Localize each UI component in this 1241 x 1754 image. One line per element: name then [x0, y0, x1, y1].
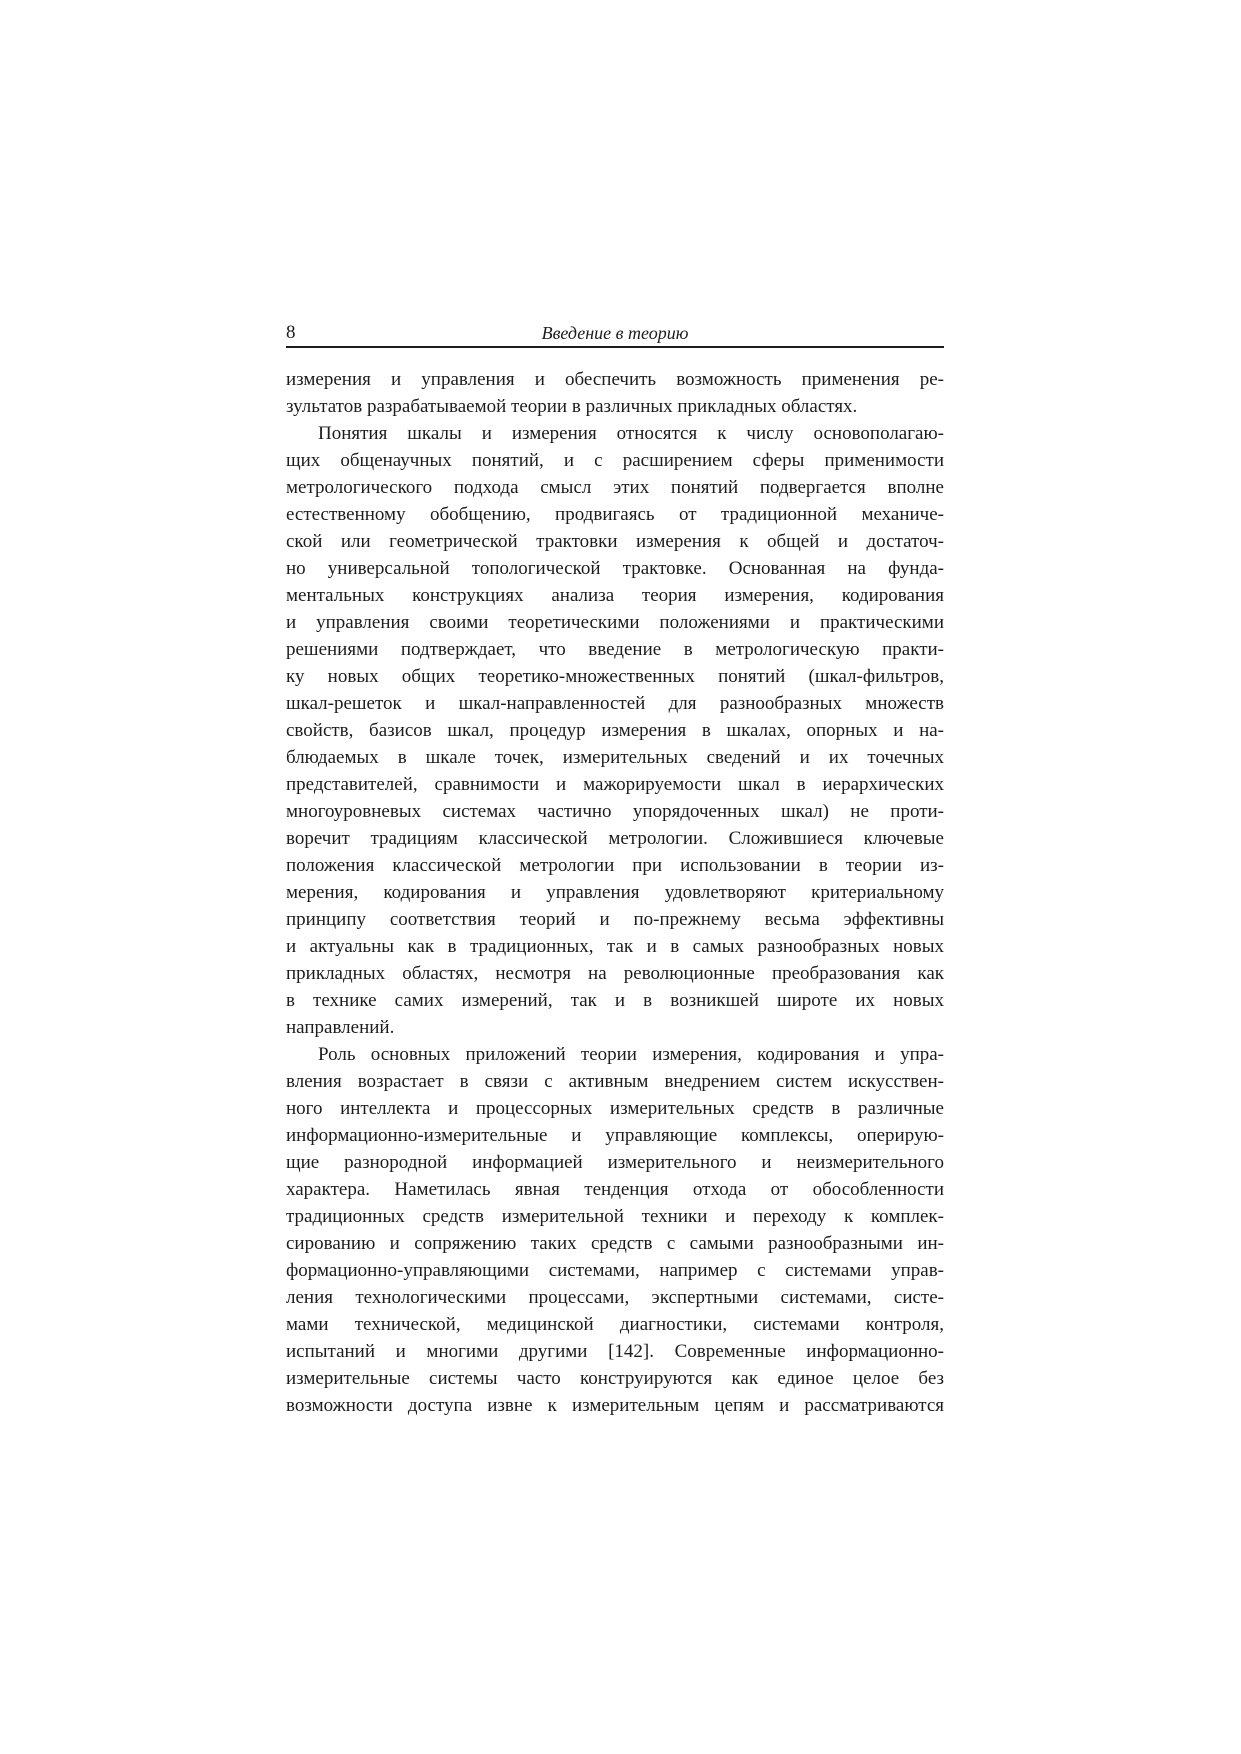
text-line: щие разнородной информацией измерительного и неизмерительного — [286, 1152, 944, 1173]
text-line: мерения, кодирования и управления удовлетворяют критериальному — [286, 882, 944, 903]
text-line: ления технологическими процессами, экспертными системами, систе- — [286, 1287, 944, 1308]
text-line: измерения и управления и обеспечить возможность применения ре- — [286, 369, 944, 390]
page-header — [286, 320, 944, 348]
text-line: и актуальны как в традиционных, так и в самых разнообразных новых — [286, 936, 944, 957]
text-line: характера. Наметилась явная тенденция отхода от обособленности — [286, 1179, 944, 1200]
text-line: представителей, сравнимости и мажорируемости шкал в иерархических — [286, 774, 944, 795]
text-line: возможности доступа извне к измерительным цепям и рассматриваются — [286, 1395, 944, 1416]
text-line: вления возрастает в связи с активным внедрением систем искусствен- — [286, 1071, 944, 1092]
text-line: Понятия шкалы и измерения относятся к числу основополагаю- — [318, 423, 944, 444]
paragraph-2 — [286, 420, 944, 1041]
text-line: но универсальной топологической трактовке. Основанная на фунда- — [286, 558, 944, 579]
text-line: ку новых общих теоретико-множественных понятий (шкал-фильтров, — [286, 666, 944, 687]
text-line: блюдаемых в шкале точек, измерительных сведений и их точечных — [286, 747, 944, 768]
text-line: прикладных областях, несмотря на революционные преобразования как — [286, 963, 944, 984]
page-number: 8 — [286, 322, 296, 343]
text-line: сированию и сопряжению таких средств с самыми разнообразными ин- — [286, 1233, 944, 1254]
text-line: информационно-измерительные и управляющие комплексы, оперирую- — [286, 1125, 944, 1146]
text-line: принципу соответствия теорий и по-прежнему весьма эффективны — [286, 909, 944, 930]
text-line: положения классической метрологии при использовании в теории из- — [286, 855, 944, 876]
text-line: традиционных средств измерительной техники и переходу к комплек- — [286, 1206, 944, 1227]
text-line: формационно-управляющими системами, например с системами управ- — [286, 1260, 944, 1281]
text-line: щих общенаучных понятий, и с расширением сферы применимости — [286, 450, 944, 471]
text-line: воречит традициям классической метрологии. Сложившиеся ключевые — [286, 828, 944, 849]
text-line: в технике самих измерений, так и в возникшей широте их новых — [286, 990, 944, 1011]
paragraph-1 — [286, 366, 944, 420]
text-line: многоуровневых системах частично упорядоченных шкал) не проти- — [286, 801, 944, 822]
text-line: решениями подтверждает, что введение в метрологическую практи- — [286, 639, 944, 660]
running-title: Введение в теорию — [541, 323, 689, 343]
text-line: метрологического подхода смысл этих понятий подвергается вполне — [286, 477, 944, 498]
text-line: ской или геометрической трактовки измерения к общей и достаточ- — [286, 531, 944, 552]
text-line: свойств, базисов шкал, процедур измерения в шкалах, опорных и на- — [286, 720, 944, 741]
text-line: мами технической, медицинской диагностики, системами контроля, — [286, 1314, 944, 1335]
body-text — [286, 366, 944, 1419]
text-line: зультатов разрабатываемой теории в различных прикладных областях. — [286, 396, 858, 417]
text-line: ментальных конструкциях анализа теория измерения, кодирования — [286, 585, 944, 606]
text-line: испытаний и многими другими [142]. Современные информационно- — [286, 1341, 944, 1362]
text-line: Роль основных приложений теории измерения, кодирования и упра- — [318, 1044, 944, 1065]
text-line: ного интеллекта и процессорных измерительных средств в различные — [286, 1098, 944, 1119]
paragraph-3 — [286, 1041, 944, 1419]
text-line: измерительные системы часто конструируются как единое целое без — [286, 1368, 944, 1389]
text-line: направлений. — [286, 1017, 395, 1038]
text-line: и управления своими теоретическими положениями и практическими — [286, 612, 944, 633]
text-line: естественному обобщению, продвигаясь от традиционной механиче- — [286, 504, 944, 525]
text-line: шкал-решеток и шкал-направленностей для разнообразных множеств — [286, 693, 944, 714]
